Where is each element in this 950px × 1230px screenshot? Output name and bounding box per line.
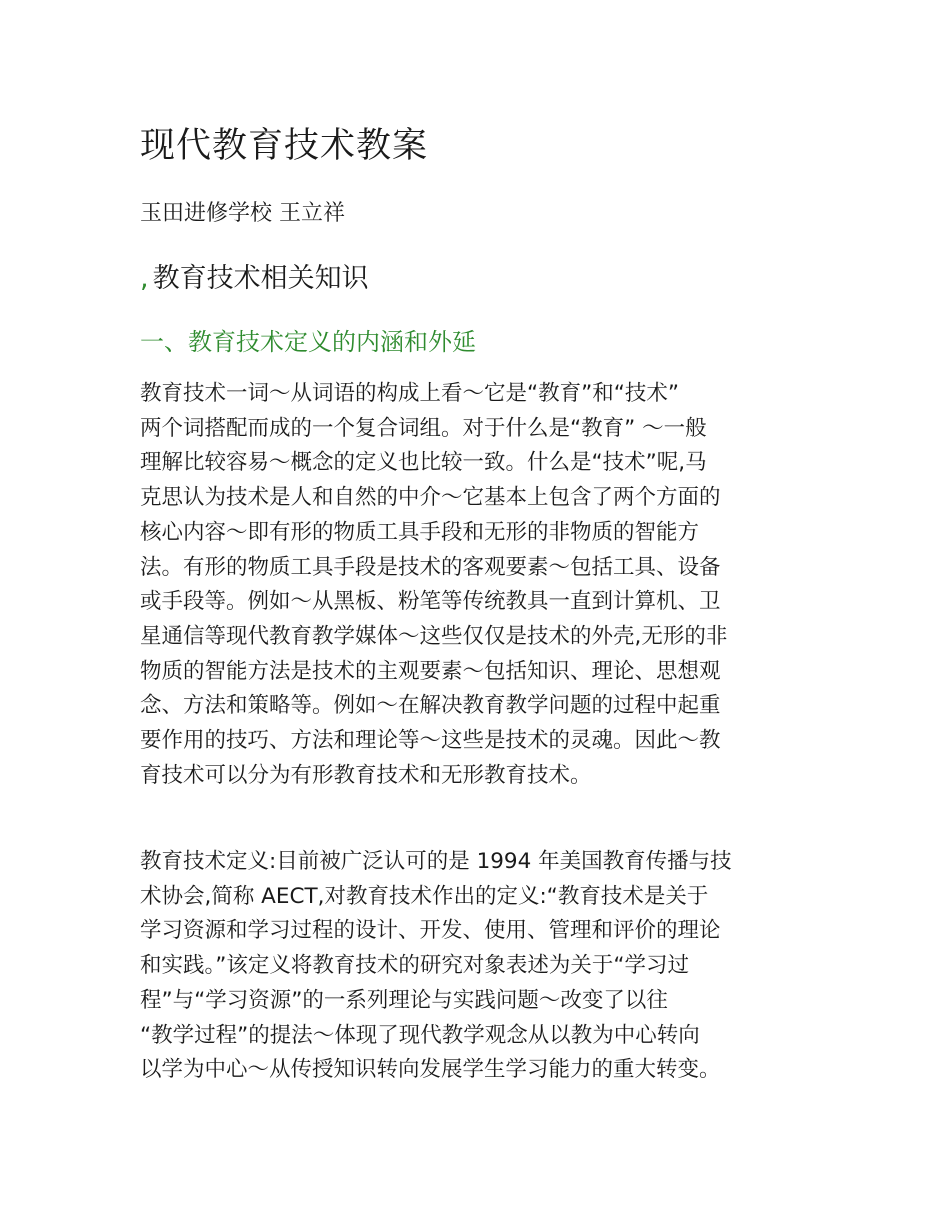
paragraph-line: 程”与“学习资源”的一系列理论与实践问题～改变了以往 [140, 987, 668, 1013]
paragraph-definition-scope [140, 377, 820, 793]
paragraph-line: 教育技术定义:目前被广泛认可的是 1994 年美国教育传播与技 [140, 849, 732, 874]
paragraph-line: 法。有形的物质工具手段是技术的客观要素～包括工具、设备 [140, 554, 721, 580]
section-heading-text: 教育技术相关知识 [152, 263, 369, 294]
paragraph-line: 星通信等现代教育教学媒体～这些仅仅是技术的外壳,无形的非 [140, 623, 728, 649]
section-heading [140, 256, 369, 295]
author-line: 玉田进修学校 王立祥 [140, 201, 345, 226]
paragraph-aect-definition [140, 845, 820, 1088]
paragraph-line: 克思认为技术是人和自然的中介～它基本上包含了两个方面的 [140, 485, 721, 511]
paragraph-line: 以学为中心～从传授知识转向发展学生学习能力的重大转变。 [140, 1057, 721, 1083]
section-mark: , [140, 263, 149, 294]
paragraph-line: “教学过程”的提法～体现了现代教学观念从以教为中心转向 [140, 1022, 700, 1048]
paragraph-line: 学习资源和学习过程的设计、开发、使用、管理和评价的理论 [140, 918, 721, 944]
paragraph-line: 理解比较容易～概念的定义也比较一致。什么是“技术”呢,马 [140, 450, 707, 476]
paragraph-line: 育技术可以分为有形教育技术和无形教育技术。 [140, 762, 592, 788]
paragraph-line: 术协会,简称 AECT,对教育技术作出的定义:“教育技术是关于 [140, 883, 709, 909]
paragraph-line: 或手段等。例如～从黑板、粉笔等传统教具一直到计算机、卫 [140, 589, 721, 615]
paragraph-line: 要作用的技巧、方法和理论等～这些是技术的灵魂。因此～教 [140, 728, 721, 754]
paragraph-line: 念、方法和策略等。例如～在解决教育教学问题的过程中起重 [140, 693, 721, 719]
paragraph-line: 教育技术一词～从词语的构成上看～它是“教育”和“技术” [140, 381, 680, 406]
document-title: 现代教育技术教案 [140, 126, 429, 166]
paragraph-line: 两个词搭配而成的一个复合词组。对于什么是“教育” ～一般 [140, 415, 707, 441]
paragraph-line: 物质的智能方法是技术的主观要素～包括知识、理论、思想观 [140, 658, 721, 684]
subsection-heading: 一、教育技术定义的内涵和外延 [140, 328, 476, 356]
paragraph-line: 核心内容～即有形的物质工具手段和无形的非物质的智能方 [140, 519, 700, 545]
paragraph-line: 和实践。”该定义将教育技术的研究对象表述为关于“学习过 [140, 953, 690, 979]
